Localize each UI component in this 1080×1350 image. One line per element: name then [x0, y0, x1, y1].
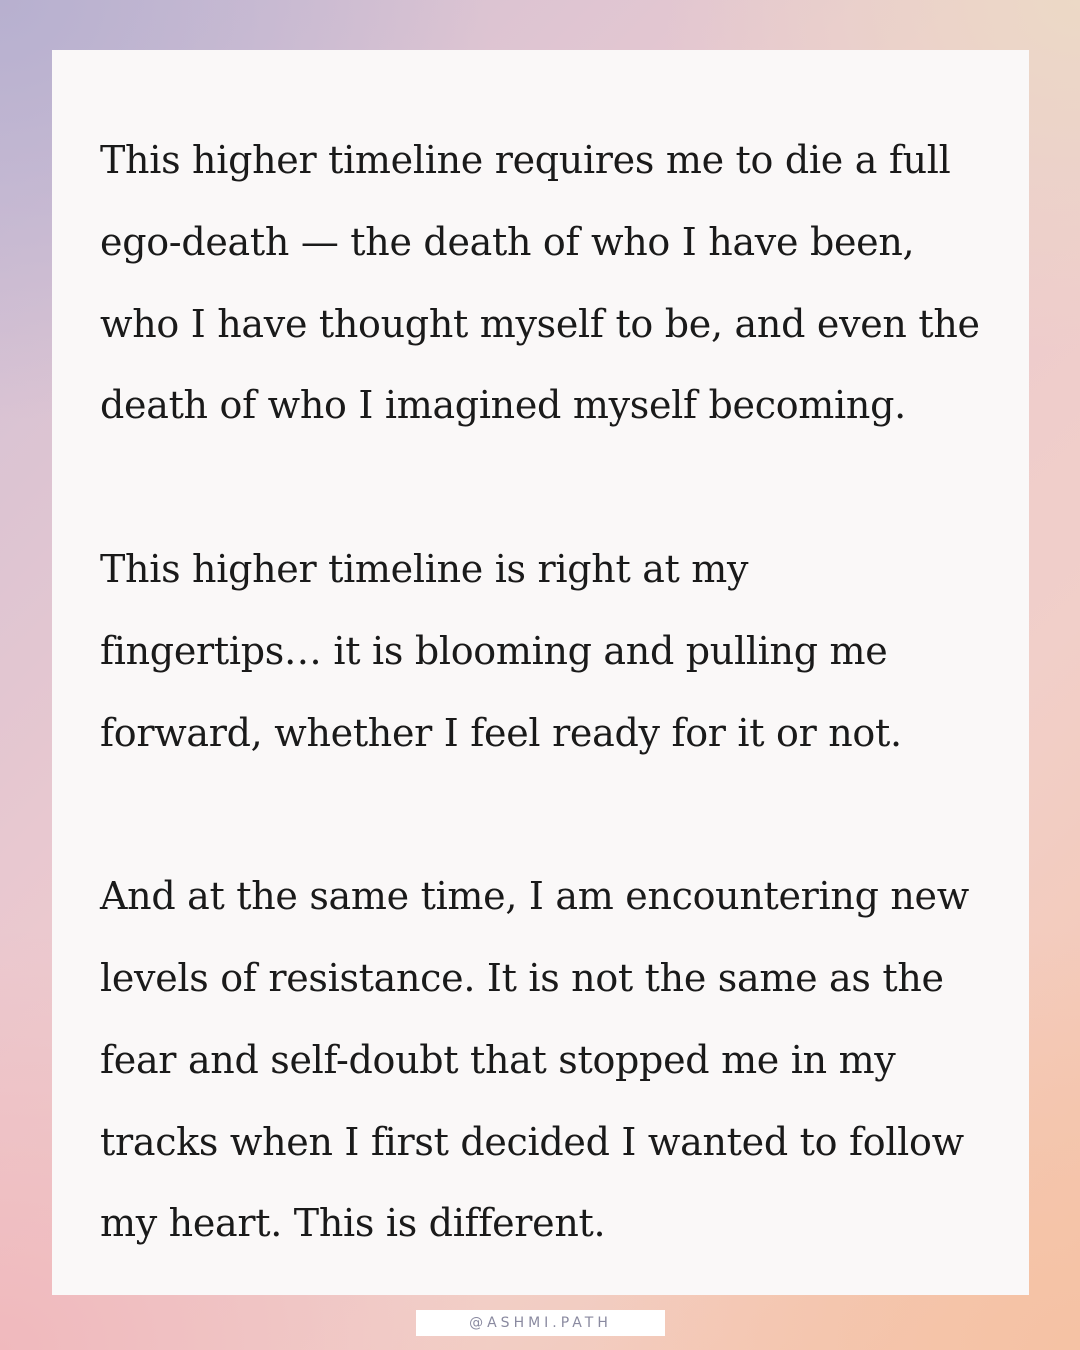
account-handle: @ASHMI.PATH [469, 1315, 612, 1331]
paragraph-spacer [100, 447, 981, 529]
paragraph-3: And at the same time, I am encountering new levels of resistance. It is not the same as the fear and self-doubt that stopped me in my tracks when I first decided I wanted to follow my heart. This is different. [100, 874, 969, 1246]
paragraph-1: This higher timeline requires me to die a full ego-death — the death of who I have been, who I have thought myself to be, and even the death of who I imagined myself becoming. [100, 138, 980, 428]
paragraph-2: This higher timeline is right at my fingertips… it is blooming and pulling me forward, whether I feel ready for it or not. [100, 546, 902, 755]
handle-badge [416, 1310, 665, 1336]
paragraph-spacer [100, 774, 981, 856]
quote-card [52, 50, 1029, 1295]
